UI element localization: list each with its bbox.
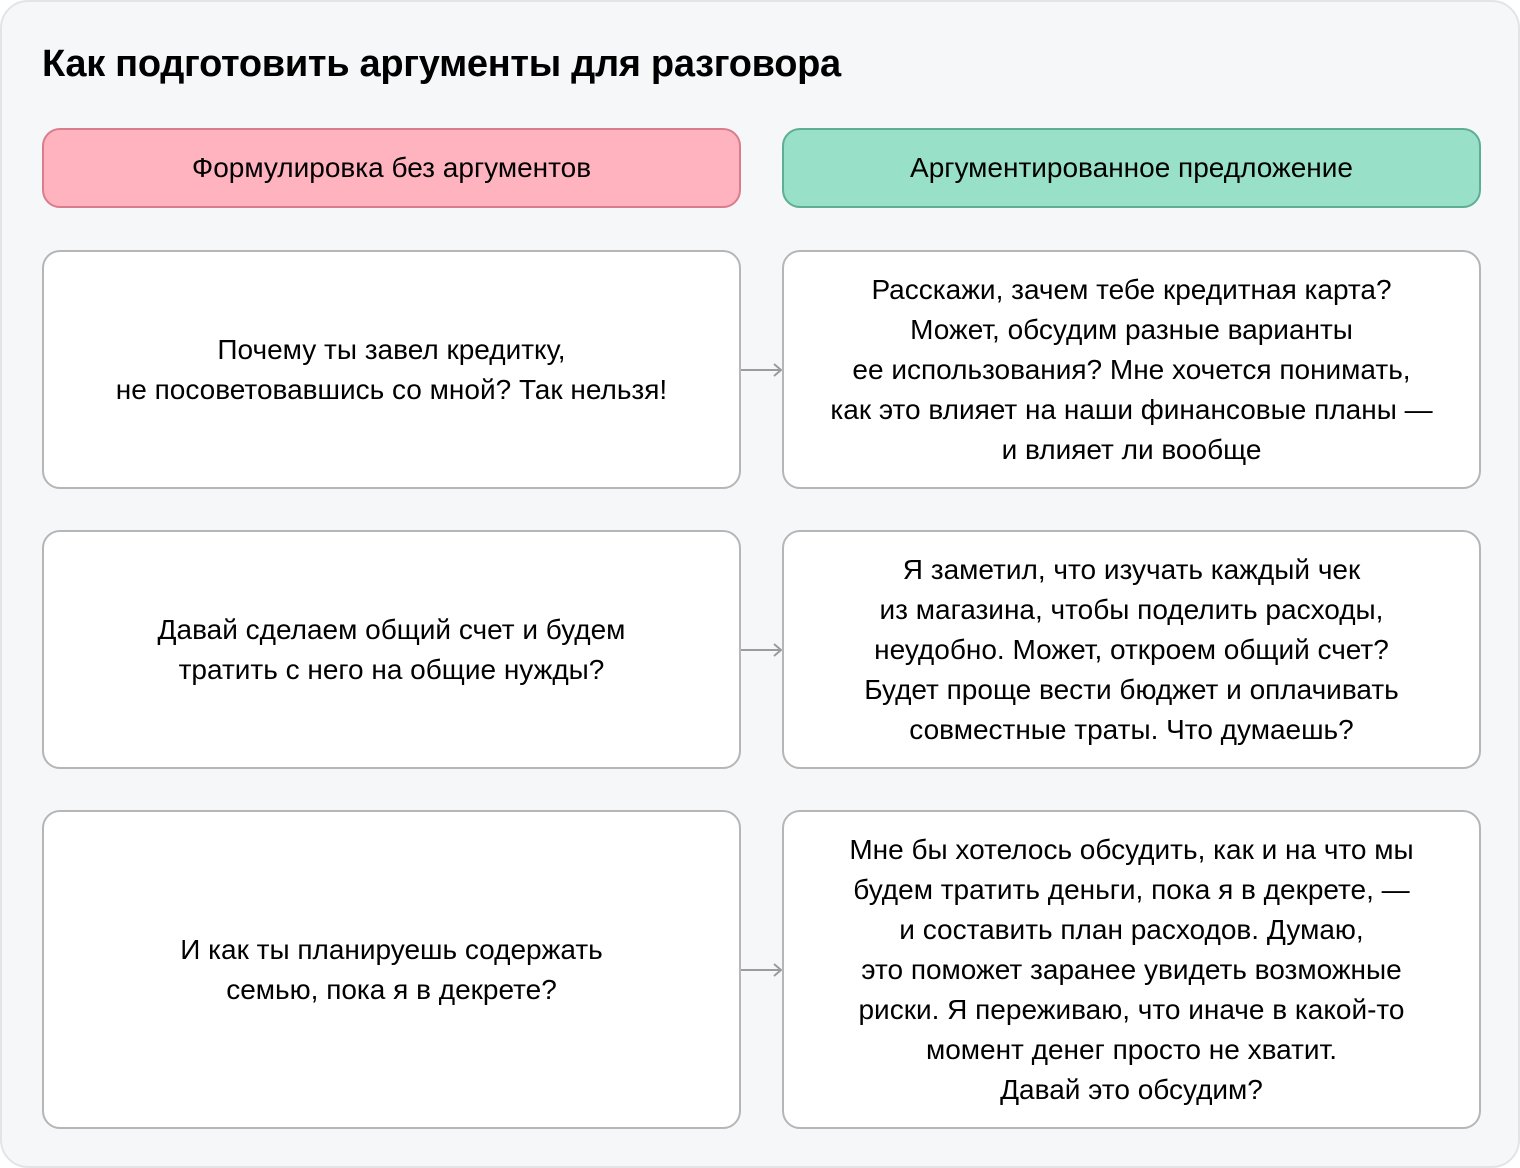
column-header-with-arguments: Аргументированное предложение [782, 128, 1481, 208]
row-3-without-arguments: И как ты планируешь содержать семью, пока я в декрете? [42, 810, 741, 1129]
row-1-with-arguments: Расскажи, зачем тебе кредитная карта? Может, обсудим разные варианты ее использования? Мне хочется понимать, как это влияет на наши финансовые планы — и влияет ли вообще [782, 250, 1481, 489]
row-3-with-arguments: Мне бы хотелось обсудить, как и на что мы будем тратить деньги, пока я в декрете, — и составить план расходов. Думаю, это поможет заранее увидеть возможные риски. Я переживаю, что иначе в какой-то момент денег просто не хватит. Давай это обсудим? [782, 810, 1481, 1129]
row-2-with-arguments: Я заметил, что изучать каждый чек из магазина, чтобы поделить расходы, неудобно. Может, откроем общий счет? Будет проще вести бюджет и оплачивать совместные траты. Что думаешь? [782, 530, 1481, 769]
row-1-without-arguments: Почему ты завел кредитку, не посоветовавшись со мной? Так нельзя! [42, 250, 741, 489]
column-header-without-arguments: Формулировка без аргументов [42, 128, 741, 208]
arrow-right-icon [741, 363, 783, 377]
row-2-without-arguments: Давай сделаем общий счет и будем тратить с него на общие нужды? [42, 530, 741, 769]
arrow-right-icon [741, 643, 783, 657]
page-title: Как подготовить аргументы для разговора [42, 43, 841, 85]
arrow-right-icon [741, 963, 783, 977]
